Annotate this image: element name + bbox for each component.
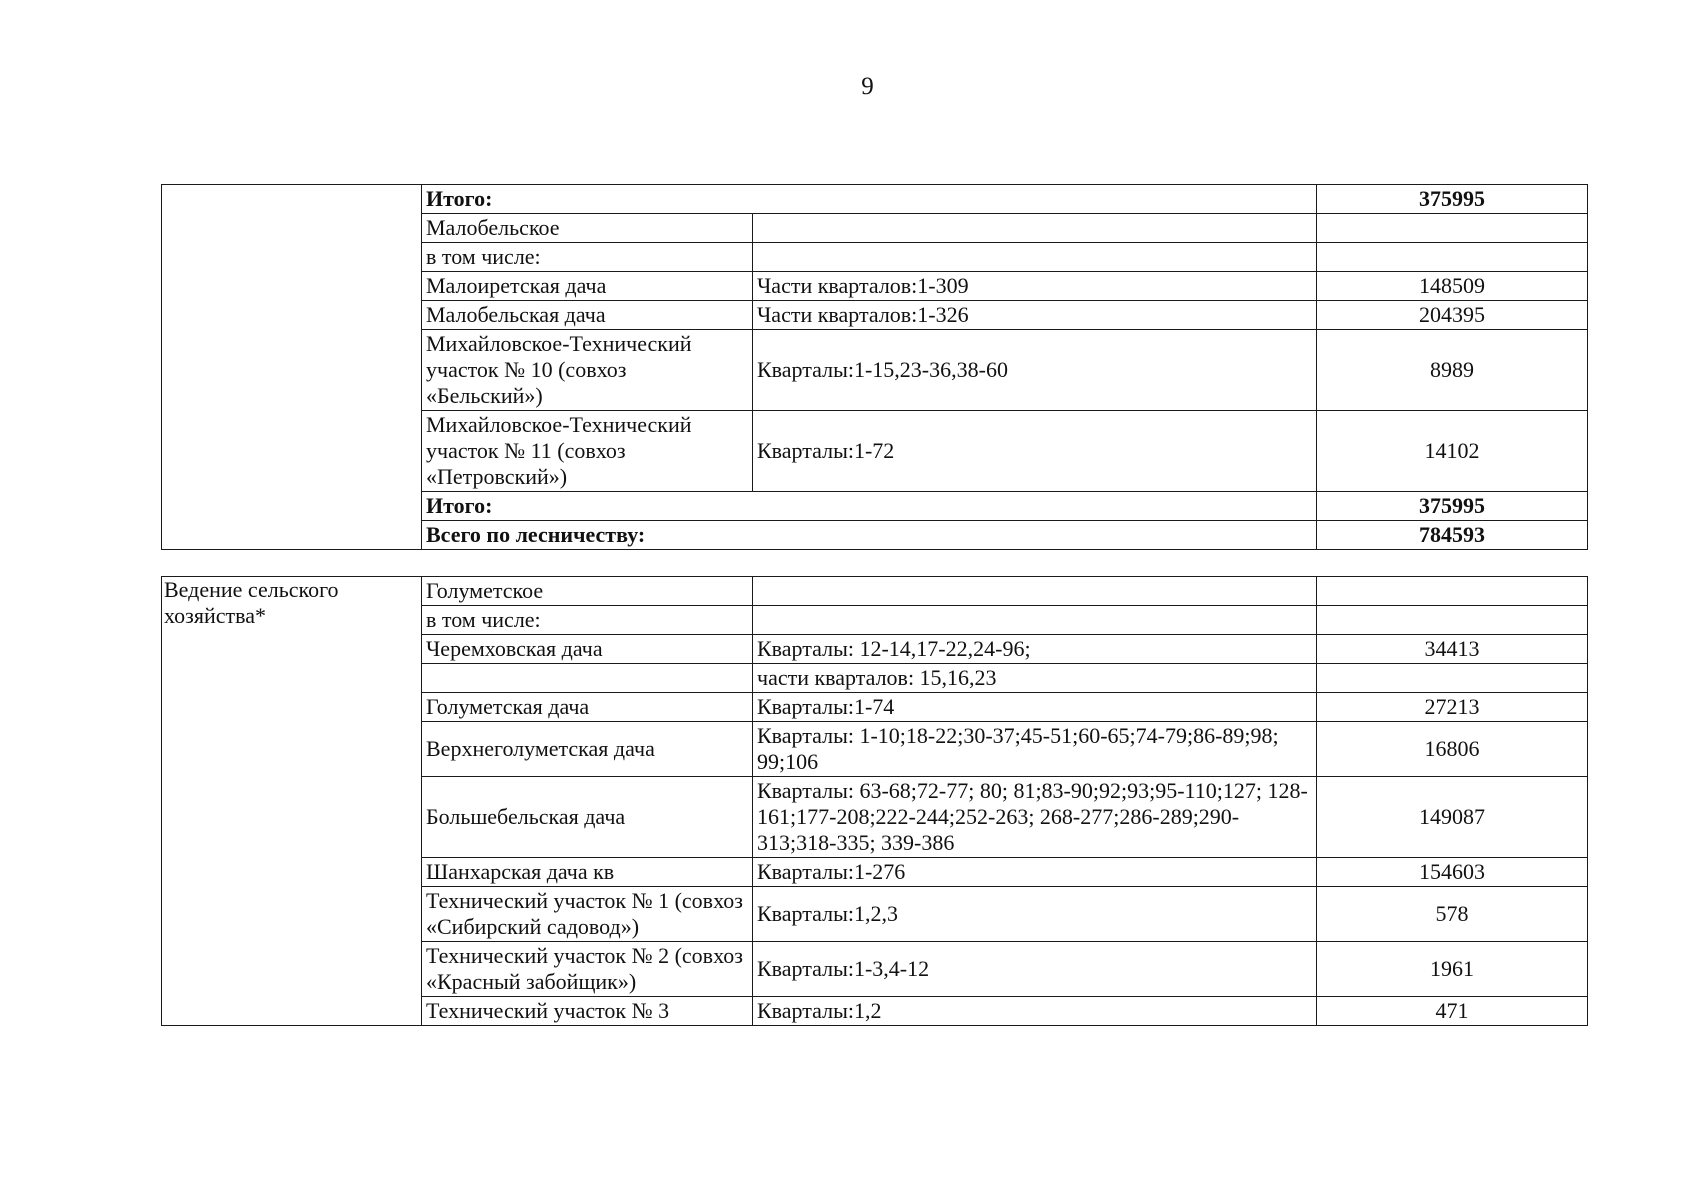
empty-cell: [753, 214, 1317, 243]
empty-cell: [1317, 243, 1588, 272]
area-cell: 8989: [1317, 330, 1588, 411]
empty-cell: [753, 243, 1317, 272]
table-row: [162, 577, 1588, 606]
dacha-name: Малоиретская дача: [422, 272, 753, 301]
empty-cell: [753, 606, 1317, 635]
area-cell: 204395: [1317, 301, 1588, 330]
dacha-name: Михайловское-Технический участок № 11 (совхоз «Петровский»): [422, 411, 753, 492]
quarters-cell: Кварталы:1,2: [753, 997, 1317, 1026]
dacha-name: Голуметская дача: [422, 693, 753, 722]
total-value: 375995: [1317, 185, 1588, 214]
quarters-cell: Кварталы: 12-14,17-22,24-96;: [753, 635, 1317, 664]
dacha-name: Технический участок № 3: [422, 997, 753, 1026]
area-cell: [1317, 664, 1588, 693]
grand-total-label: Всего по лесничеству:: [422, 521, 1317, 550]
area-cell: 34413: [1317, 635, 1588, 664]
dacha-name: [422, 664, 753, 693]
quarters-cell: Кварталы:1-276: [753, 858, 1317, 887]
quarters-cell: Кварталы:1-72: [753, 411, 1317, 492]
page-number: 9: [861, 73, 874, 100]
dacha-name: Технический участок № 1 (совхоз «Сибирский садовод»): [422, 887, 753, 942]
dacha-name: Технический участок № 2 (совхоз «Красный забойщик»): [422, 942, 753, 997]
empty-cell: [1317, 606, 1588, 635]
dacha-name: Черемховская дача: [422, 635, 753, 664]
total-label: Итого:: [422, 185, 1317, 214]
including-label: в том числе:: [422, 243, 753, 272]
area-cell: 14102: [1317, 411, 1588, 492]
quarters-cell: Кварталы: 1-10;18-22;30-37;45-51;60-65;74-79;86-89;98; 99;106: [753, 722, 1317, 777]
quarters-cell: части кварталов: 15,16,23: [753, 664, 1317, 693]
quarters-cell: Кварталы: 63-68;72-77; 80; 81;83-90;92;93;95-110;127; 128-161;177-208;222-244;252-263; 268-277;286-289;290-313;318-335; 339-386: [753, 777, 1317, 858]
dacha-name: Верхнеголуметская дача: [422, 722, 753, 777]
dacha-name: Михайловское-Технический участок № 10 (совхоз «Бельский»): [422, 330, 753, 411]
dacha-name: Шанхарская дача кв: [422, 858, 753, 887]
dacha-name: Большебельская дача: [422, 777, 753, 858]
area-cell: 149087: [1317, 777, 1588, 858]
quarters-cell: Кварталы:1,2,3: [753, 887, 1317, 942]
area-cell: 1961: [1317, 942, 1588, 997]
forest-areas-table-continued: [161, 576, 1588, 1026]
area-cell: 148509: [1317, 272, 1588, 301]
empty-cell: [753, 577, 1317, 606]
district-name: Малобельское: [422, 214, 753, 243]
area-cell: 16806: [1317, 722, 1588, 777]
empty-cell: [1317, 214, 1588, 243]
forest-areas-table: [161, 184, 1588, 550]
district-name: Голуметское: [422, 577, 753, 606]
grand-total-value: 784593: [1317, 521, 1588, 550]
subtotal-value: 375995: [1317, 492, 1588, 521]
subtotal-label: Итого:: [422, 492, 1317, 521]
purpose-cell: [162, 185, 422, 550]
area-cell: 578: [1317, 887, 1588, 942]
quarters-cell: Части кварталов:1-326: [753, 301, 1317, 330]
area-cell: 154603: [1317, 858, 1588, 887]
purpose-cell: Ведение сельского хозяйства*: [162, 577, 422, 1026]
empty-cell: [1317, 577, 1588, 606]
including-label: в том числе:: [422, 606, 753, 635]
quarters-cell: Кварталы:1-3,4-12: [753, 942, 1317, 997]
dacha-name: Малобельская дача: [422, 301, 753, 330]
area-cell: 471: [1317, 997, 1588, 1026]
quarters-cell: Части кварталов:1-309: [753, 272, 1317, 301]
quarters-cell: Кварталы:1-15,23-36,38-60: [753, 330, 1317, 411]
table-row: [162, 185, 1588, 214]
area-cell: 27213: [1317, 693, 1588, 722]
quarters-cell: Кварталы:1-74: [753, 693, 1317, 722]
